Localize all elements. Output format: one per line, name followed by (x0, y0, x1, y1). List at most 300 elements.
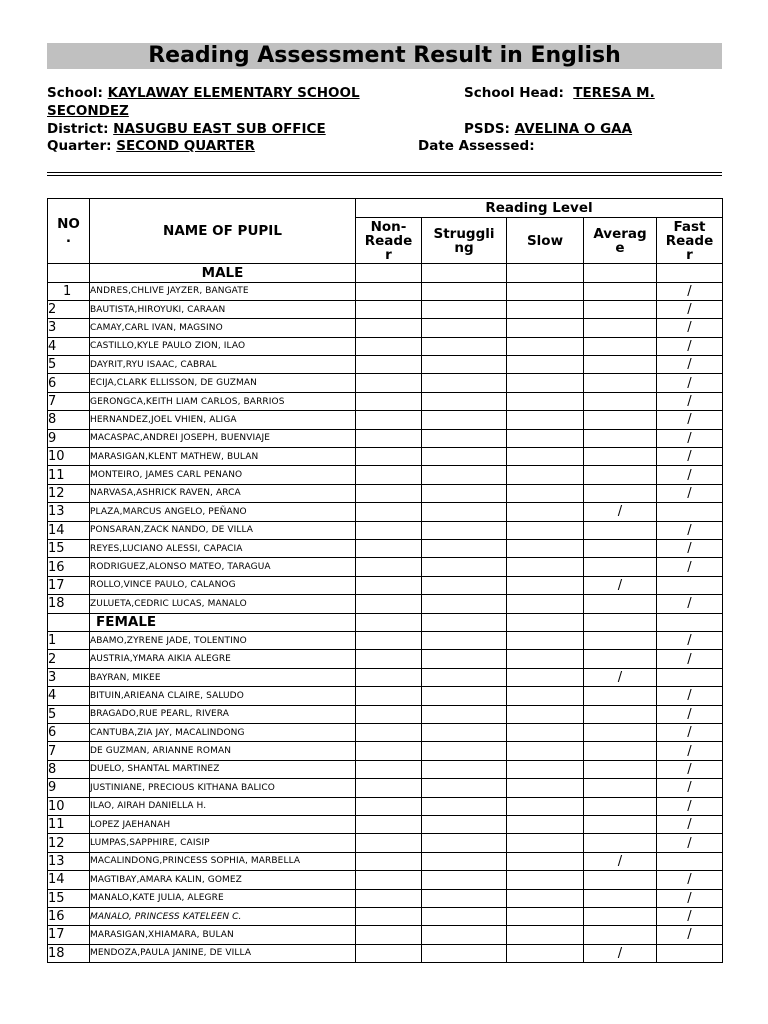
level-cell-struggling (422, 650, 507, 668)
table-row (48, 871, 723, 889)
section-empty-cell (657, 613, 723, 632)
level-cell-slow (507, 779, 584, 797)
level-cell-fast-reader (657, 576, 723, 594)
psds-info (464, 120, 632, 138)
level-cell-fast-reader: / (657, 319, 723, 337)
pupil-number: 7 (48, 742, 90, 760)
pupil-name: LOPEZ JAEHANAH (90, 815, 356, 833)
pupil-number: 4 (48, 337, 90, 355)
level-cell-average (584, 815, 657, 833)
level-cell-struggling (422, 319, 507, 337)
level-cell-average: / (584, 852, 657, 870)
level-cell-struggling (422, 356, 507, 374)
level-cell-fast-reader: / (657, 282, 723, 300)
pupil-number: 16 (48, 907, 90, 925)
level-cell-non-reader (356, 319, 422, 337)
level-cell-fast-reader (657, 944, 723, 962)
level-cell-non-reader (356, 926, 422, 944)
pupil-number: 15 (48, 539, 90, 557)
level-cell-slow (507, 723, 584, 741)
table-row (48, 889, 723, 907)
level-cell-slow (507, 668, 584, 686)
pupil-name: BRAGADO,RUE PEARL, RIVERA (90, 705, 356, 723)
level-cell-average (584, 760, 657, 778)
table-row (48, 300, 723, 318)
level-cell-fast-reader: / (657, 392, 723, 410)
level-cell-non-reader (356, 576, 422, 594)
level-cell-average (584, 907, 657, 925)
level-cell-non-reader (356, 834, 422, 852)
pupil-name: JUSTINIANE, PRECIOUS KITHANA BALICO (90, 779, 356, 797)
level-cell-fast-reader (657, 668, 723, 686)
pupil-name: BITUIN,ARIEANA CLAIRE, SALUDO (90, 687, 356, 705)
table-row (48, 484, 723, 502)
level-cell-non-reader (356, 503, 422, 521)
page-title: Reading Assessment Result in English (47, 43, 722, 69)
col-header-non-reader: Non- Reade r (356, 218, 422, 264)
level-cell-slow (507, 484, 584, 502)
section-empty-cell (356, 264, 422, 283)
level-cell-slow (507, 944, 584, 962)
section-empty-cell (584, 613, 657, 632)
pupil-name: MENDOZA,PAULA JANINE, DE VILLA (90, 944, 356, 962)
level-cell-struggling (422, 392, 507, 410)
pupil-name: MARASIGAN,XHIAMARA, BULAN (90, 926, 356, 944)
pupil-name: MAGTIBAY,AMARA KALIN, GOMEZ (90, 871, 356, 889)
table-row (48, 503, 723, 521)
pupil-name: AUSTRIA,YMARA AIKIA ALEGRE (90, 650, 356, 668)
section-empty-cell (422, 613, 507, 632)
pupil-name: BAUTISTA,HIROYUKI, CARAAN (90, 300, 356, 318)
level-cell-slow (507, 595, 584, 613)
table-row (48, 815, 723, 833)
date-assessed-info (418, 137, 535, 155)
section-no-cell (48, 613, 90, 632)
pupil-number: 6 (48, 723, 90, 741)
pupil-name: CAMAY,CARL IVAN, MAGSINO (90, 319, 356, 337)
level-cell-non-reader (356, 558, 422, 576)
pupil-number: 16 (48, 558, 90, 576)
pupil-name: CASTILLO,KYLE PAULO ZION, ILAO (90, 337, 356, 355)
level-cell-average (584, 374, 657, 392)
level-cell-average (584, 411, 657, 429)
level-cell-average (584, 448, 657, 466)
level-cell-non-reader (356, 356, 422, 374)
level-cell-slow (507, 374, 584, 392)
level-cell-slow (507, 539, 584, 557)
level-cell-slow (507, 926, 584, 944)
pupil-name: MANALO, PRINCESS KATELEEN C. (90, 907, 356, 925)
level-cell-struggling (422, 300, 507, 318)
level-cell-non-reader (356, 723, 422, 741)
pupil-number: 14 (48, 871, 90, 889)
pupil-name: ROLLO,VINCE PAULO, CALANOG (90, 576, 356, 594)
level-cell-fast-reader: / (657, 300, 723, 318)
level-cell-fast-reader: / (657, 871, 723, 889)
level-cell-fast-reader: / (657, 687, 723, 705)
col-header-struggling: Struggli ng (422, 218, 507, 264)
pupil-name: PLAZA,MARCUS ANGELO, PEÑANO (90, 503, 356, 521)
pupil-number: 6 (48, 374, 90, 392)
level-cell-slow (507, 834, 584, 852)
level-cell-average (584, 429, 657, 447)
pupil-number: 5 (48, 356, 90, 374)
level-cell-struggling (422, 852, 507, 870)
table-row (48, 356, 723, 374)
level-cell-struggling (422, 448, 507, 466)
pupil-name: ANDRES,CHLIVE JAYZER, BANGATE (90, 282, 356, 300)
level-cell-average (584, 632, 657, 650)
level-cell-fast-reader: / (657, 797, 723, 815)
level-cell-struggling (422, 521, 507, 539)
level-cell-average: / (584, 576, 657, 594)
table-row (48, 907, 723, 925)
level-cell-non-reader (356, 374, 422, 392)
level-cell-non-reader (356, 650, 422, 668)
section-empty-cell (657, 264, 723, 283)
level-cell-struggling (422, 503, 507, 521)
table-row (48, 687, 723, 705)
date-assessed-label: Date Assessed: (418, 138, 535, 154)
level-cell-non-reader (356, 668, 422, 686)
level-cell-average (584, 521, 657, 539)
table-row (48, 448, 723, 466)
level-cell-fast-reader: / (657, 429, 723, 447)
level-cell-slow (507, 411, 584, 429)
section-row-male (48, 264, 723, 283)
pupil-number: 18 (48, 944, 90, 962)
level-cell-non-reader (356, 907, 422, 925)
assessment-table (47, 198, 723, 963)
level-cell-fast-reader: / (657, 466, 723, 484)
section-empty-cell (584, 264, 657, 283)
level-cell-fast-reader: / (657, 337, 723, 355)
level-cell-slow (507, 282, 584, 300)
level-cell-average (584, 319, 657, 337)
level-cell-slow (507, 429, 584, 447)
level-cell-struggling (422, 429, 507, 447)
level-cell-average (584, 797, 657, 815)
level-cell-slow (507, 300, 584, 318)
section-empty-cell (356, 613, 422, 632)
section-label: FEMALE (90, 613, 356, 632)
level-cell-non-reader (356, 760, 422, 778)
level-cell-non-reader (356, 944, 422, 962)
level-cell-slow (507, 576, 584, 594)
pupil-name: ZULUETA,CEDRIC LUCAS, MANALO (90, 595, 356, 613)
pupil-number: 13 (48, 503, 90, 521)
level-cell-non-reader (356, 595, 422, 613)
level-cell-non-reader (356, 429, 422, 447)
level-cell-struggling (422, 668, 507, 686)
table-row (48, 319, 723, 337)
level-cell-fast-reader: / (657, 760, 723, 778)
level-cell-struggling (422, 576, 507, 594)
pupil-number: 17 (48, 576, 90, 594)
table-row (48, 926, 723, 944)
level-cell-average: / (584, 503, 657, 521)
pupil-number: 8 (48, 760, 90, 778)
col-header-no: NO . (48, 199, 90, 264)
level-cell-fast-reader (657, 852, 723, 870)
level-cell-struggling (422, 282, 507, 300)
level-cell-slow (507, 632, 584, 650)
pupil-name: ECIJA,CLARK ELLISSON, DE GUZMAN (90, 374, 356, 392)
table-row (48, 852, 723, 870)
pupil-name: MANALO,KATE JULIA, ALEGRE (90, 889, 356, 907)
table-row (48, 576, 723, 594)
level-cell-fast-reader: / (657, 907, 723, 925)
level-cell-slow (507, 907, 584, 925)
level-cell-non-reader (356, 815, 422, 833)
table-row (48, 779, 723, 797)
pupil-number: 13 (48, 852, 90, 870)
pupil-number: 1 (48, 632, 90, 650)
level-cell-fast-reader: / (657, 815, 723, 833)
pupil-name: MACALINDONG,PRINCESS SOPHIA, MARBELLA (90, 852, 356, 870)
level-cell-slow (507, 319, 584, 337)
district-label: District: (47, 121, 109, 137)
level-cell-struggling (422, 466, 507, 484)
pupil-number: 7 (48, 392, 90, 410)
table-row (48, 558, 723, 576)
level-cell-struggling (422, 742, 507, 760)
pupil-name: GERONGCA,KEITH LIAM CARLOS, BARRIOS (90, 392, 356, 410)
level-cell-struggling (422, 779, 507, 797)
pupil-number: 14 (48, 521, 90, 539)
level-cell-struggling (422, 944, 507, 962)
psds-value: AVELINA O GAA (514, 121, 633, 137)
school-value: KAYLAWAY ELEMENTARY SCHOOL (107, 85, 360, 101)
level-cell-slow (507, 392, 584, 410)
table-row (48, 797, 723, 815)
pupil-name: NARVASA,ASHRICK RAVEN, ARCA (90, 484, 356, 502)
level-cell-fast-reader: / (657, 521, 723, 539)
level-cell-average: / (584, 668, 657, 686)
col-header-reading-level: Reading Level (356, 199, 723, 218)
table-row (48, 834, 723, 852)
table-row (48, 742, 723, 760)
level-cell-fast-reader (657, 503, 723, 521)
level-cell-average (584, 834, 657, 852)
level-cell-fast-reader: / (657, 834, 723, 852)
level-cell-non-reader (356, 521, 422, 539)
section-empty-cell (422, 264, 507, 283)
col-header-slow: Slow (507, 218, 584, 264)
pupil-name: PONSARAN,ZACK NANDO, DE VILLA (90, 521, 356, 539)
level-cell-fast-reader: / (657, 779, 723, 797)
level-cell-struggling (422, 595, 507, 613)
table-row (48, 668, 723, 686)
level-cell-average (584, 466, 657, 484)
pupil-name: LUMPAS,SAPPHIRE, CAISIP (90, 834, 356, 852)
pupil-number: 15 (48, 889, 90, 907)
level-cell-struggling (422, 871, 507, 889)
pupil-name: DUELO, SHANTAL MARTINEZ (90, 760, 356, 778)
level-cell-average (584, 337, 657, 355)
col-header-fast-reader: Fast Reade r (657, 218, 723, 264)
level-cell-struggling (422, 539, 507, 557)
pupil-name: RODRIGUEZ,ALONSO MATEO, TARAGUA (90, 558, 356, 576)
table-row (48, 282, 723, 300)
level-cell-average (584, 723, 657, 741)
pupil-number: 18 (48, 595, 90, 613)
level-cell-non-reader (356, 466, 422, 484)
section-empty-cell (507, 613, 584, 632)
level-cell-non-reader (356, 448, 422, 466)
level-cell-non-reader (356, 282, 422, 300)
level-cell-slow (507, 356, 584, 374)
level-cell-average (584, 705, 657, 723)
table-row (48, 411, 723, 429)
section-label: MALE (90, 264, 356, 283)
level-cell-non-reader (356, 484, 422, 502)
pupil-name: HERNANDEZ,JOEL VHIEN, ALIGA (90, 411, 356, 429)
level-cell-non-reader (356, 632, 422, 650)
level-cell-struggling (422, 889, 507, 907)
level-cell-fast-reader: / (657, 632, 723, 650)
level-cell-slow (507, 687, 584, 705)
school-head-info (464, 84, 655, 102)
level-cell-struggling (422, 411, 507, 429)
level-cell-struggling (422, 705, 507, 723)
quarter-value: SECOND QUARTER (116, 138, 255, 154)
level-cell-non-reader (356, 852, 422, 870)
level-cell-fast-reader: / (657, 705, 723, 723)
pupil-name: DAYRIT,RYU ISAAC, CABRAL (90, 356, 356, 374)
pupil-number: 5 (48, 705, 90, 723)
school-info (47, 84, 360, 102)
level-cell-slow (507, 558, 584, 576)
level-cell-fast-reader: / (657, 650, 723, 668)
pupil-number: 8 (48, 411, 90, 429)
level-cell-slow (507, 705, 584, 723)
section-empty-cell (507, 264, 584, 283)
level-cell-slow (507, 889, 584, 907)
level-cell-average (584, 484, 657, 502)
section-no-cell (48, 264, 90, 283)
level-cell-struggling (422, 687, 507, 705)
pupil-name: BAYRAN, MIKEE (90, 668, 356, 686)
level-cell-fast-reader: / (657, 411, 723, 429)
level-cell-average (584, 687, 657, 705)
district-info (47, 120, 326, 138)
level-cell-fast-reader: / (657, 356, 723, 374)
pupil-number: 11 (48, 466, 90, 484)
table-row (48, 595, 723, 613)
level-cell-non-reader (356, 871, 422, 889)
level-cell-average (584, 539, 657, 557)
divider-top (47, 172, 722, 173)
level-cell-fast-reader: / (657, 926, 723, 944)
school-head-value: TERESA M. (573, 85, 655, 101)
level-cell-non-reader (356, 392, 422, 410)
level-cell-struggling (422, 374, 507, 392)
level-cell-struggling (422, 484, 507, 502)
level-cell-average (584, 926, 657, 944)
level-cell-slow (507, 466, 584, 484)
pupil-name: MACASPAC,ANDREI JOSEPH, BUENVIAJE (90, 429, 356, 447)
level-cell-average (584, 282, 657, 300)
level-cell-average (584, 871, 657, 889)
pupil-name: ABAMO,ZYRENE JADE, TOLENTINO (90, 632, 356, 650)
level-cell-average (584, 558, 657, 576)
pupil-name: REYES,LUCIANO ALESSI, CAPACIA (90, 539, 356, 557)
level-cell-average (584, 889, 657, 907)
pupil-number: 4 (48, 687, 90, 705)
divider-bottom (47, 175, 722, 176)
psds-label: PSDS: (464, 121, 510, 137)
pupil-name: MARASIGAN,KLENT MATHEW, BULAN (90, 448, 356, 466)
level-cell-average (584, 356, 657, 374)
level-cell-non-reader (356, 779, 422, 797)
level-cell-non-reader (356, 300, 422, 318)
pupil-name: DE GUZMAN, ARIANNE ROMAN (90, 742, 356, 760)
table-row (48, 392, 723, 410)
pupil-name: CANTUBA,ZIA JAY, MACALINDONG (90, 723, 356, 741)
pupil-number: 12 (48, 834, 90, 852)
level-cell-struggling (422, 337, 507, 355)
table-row (48, 521, 723, 539)
level-cell-non-reader (356, 539, 422, 557)
table-row (48, 337, 723, 355)
table-row (48, 650, 723, 668)
school-head-label: School Head: (464, 85, 564, 101)
level-cell-average (584, 650, 657, 668)
pupil-number: 10 (48, 797, 90, 815)
level-cell-struggling (422, 834, 507, 852)
level-cell-slow (507, 503, 584, 521)
pupil-number: 3 (48, 668, 90, 686)
level-cell-non-reader (356, 742, 422, 760)
pupil-number: 9 (48, 429, 90, 447)
table-row (48, 705, 723, 723)
level-cell-average (584, 392, 657, 410)
level-cell-slow (507, 760, 584, 778)
table-row (48, 429, 723, 447)
level-cell-struggling (422, 815, 507, 833)
level-cell-struggling (422, 907, 507, 925)
level-cell-non-reader (356, 889, 422, 907)
level-cell-fast-reader: / (657, 374, 723, 392)
level-cell-average (584, 595, 657, 613)
level-cell-struggling (422, 760, 507, 778)
school-label: School: (47, 85, 103, 101)
level-cell-slow (507, 448, 584, 466)
pupil-number: 12 (48, 484, 90, 502)
district-value: NASUGBU EAST SUB OFFICE (113, 121, 326, 137)
level-cell-struggling (422, 926, 507, 944)
level-cell-non-reader (356, 705, 422, 723)
table-row (48, 374, 723, 392)
pupil-number: 9 (48, 779, 90, 797)
level-cell-struggling (422, 632, 507, 650)
level-cell-struggling (422, 558, 507, 576)
level-cell-slow (507, 871, 584, 889)
table-row (48, 723, 723, 741)
pupil-number: 3 (48, 319, 90, 337)
level-cell-slow (507, 650, 584, 668)
level-cell-non-reader (356, 797, 422, 815)
level-cell-fast-reader: / (657, 723, 723, 741)
pupil-name: ILAO, AIRAH DANIELLA H. (90, 797, 356, 815)
table-row (48, 944, 723, 962)
level-cell-average (584, 300, 657, 318)
level-cell-fast-reader: / (657, 558, 723, 576)
pupil-number: 17 (48, 926, 90, 944)
quarter-label: Quarter: (47, 138, 112, 154)
col-header-average: Averag e (584, 218, 657, 264)
